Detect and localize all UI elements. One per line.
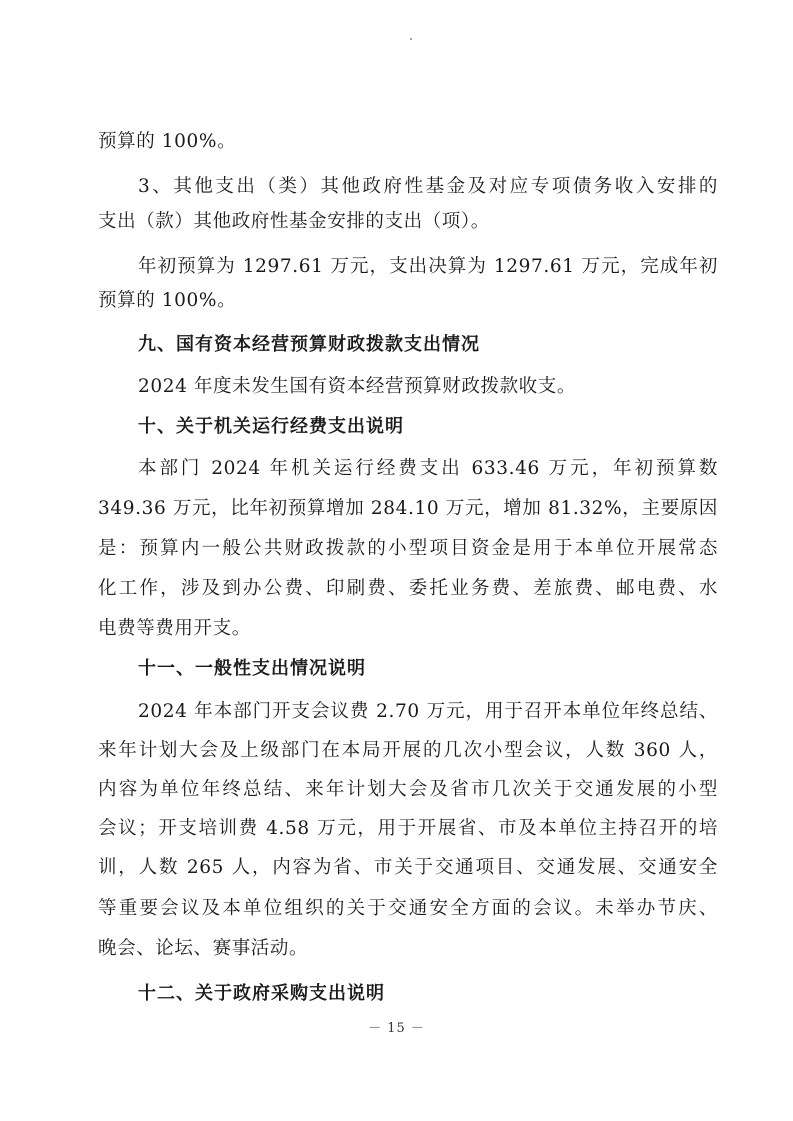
paragraph-line: 来年计划大会及上级部门在本局开展的几次小型会议，人数 360 人， <box>98 740 718 761</box>
paragraph-line: 化工作，涉及到办公费、印刷费、委托业务费、差旅费、邮电费、水 <box>98 578 718 599</box>
paragraph-line: 349.36 万元，比年初预算增加 284.10 万元，增加 81.32%，主要原因 <box>98 498 718 519</box>
paragraph-line: 等重要会议及本单位组织的关于交通安全方面的会议。未举办节庆、 <box>98 898 718 919</box>
paragraph-line: 年初预算为 1297.61 万元，支出决算为 1297.61 万元，完成年初 <box>138 256 718 277</box>
section-heading-11: 十一、一般性支出情况说明 <box>138 658 366 679</box>
paragraph-line: 2024 年度未发生国有资本经营预算财政拨款收支。 <box>138 376 576 397</box>
paragraph-line: 内容为单位年终总结、来年计划大会及省市几次关于交通发展的小型 <box>98 779 718 800</box>
scan-speck <box>410 38 412 40</box>
paragraph-line: 支出（款）其他政府性基金安排的支出（项）。 <box>98 211 490 232</box>
section-heading-12: 十二、关于政府采购支出说明 <box>138 983 385 1004</box>
paragraph-line: 晚会、论坛、赛事活动。 <box>98 938 309 959</box>
section-heading-10: 十、关于机关运行经费支出说明 <box>138 416 404 437</box>
paragraph-line: 预算的 100%。 <box>98 131 237 152</box>
paragraph-line: 会议；开支培训费 4.58 万元，用于开展省、市及本单位主持召开的培 <box>98 818 718 839</box>
paragraph-line: 3、其他支出（类）其他政府性基金及对应专项债务收入安排的 <box>138 176 718 197</box>
paragraph-line: 是：预算内一般公共财政拨款的小型项目资金是用于本单位开展常态 <box>98 538 718 559</box>
page-number: － 15 － <box>368 1021 425 1036</box>
section-heading-9: 九、国有资本经营预算财政拨款支出情况 <box>138 334 480 355</box>
paragraph-line: 2024 年本部门开支会议费 2.70 万元，用于召开本单位年终总结、 <box>138 701 718 722</box>
paragraph-line: 训，人数 265 人，内容为省、市关于交通项目、交通发展、交通安全 <box>98 857 718 878</box>
paragraph-line: 预算的 100%。 <box>98 290 237 311</box>
paragraph-line: 本部门 2024 年机关运行经费支出 633.46 万元，年初预算数 <box>138 458 718 479</box>
paragraph-line: 电费等费用开支。 <box>98 618 251 639</box>
